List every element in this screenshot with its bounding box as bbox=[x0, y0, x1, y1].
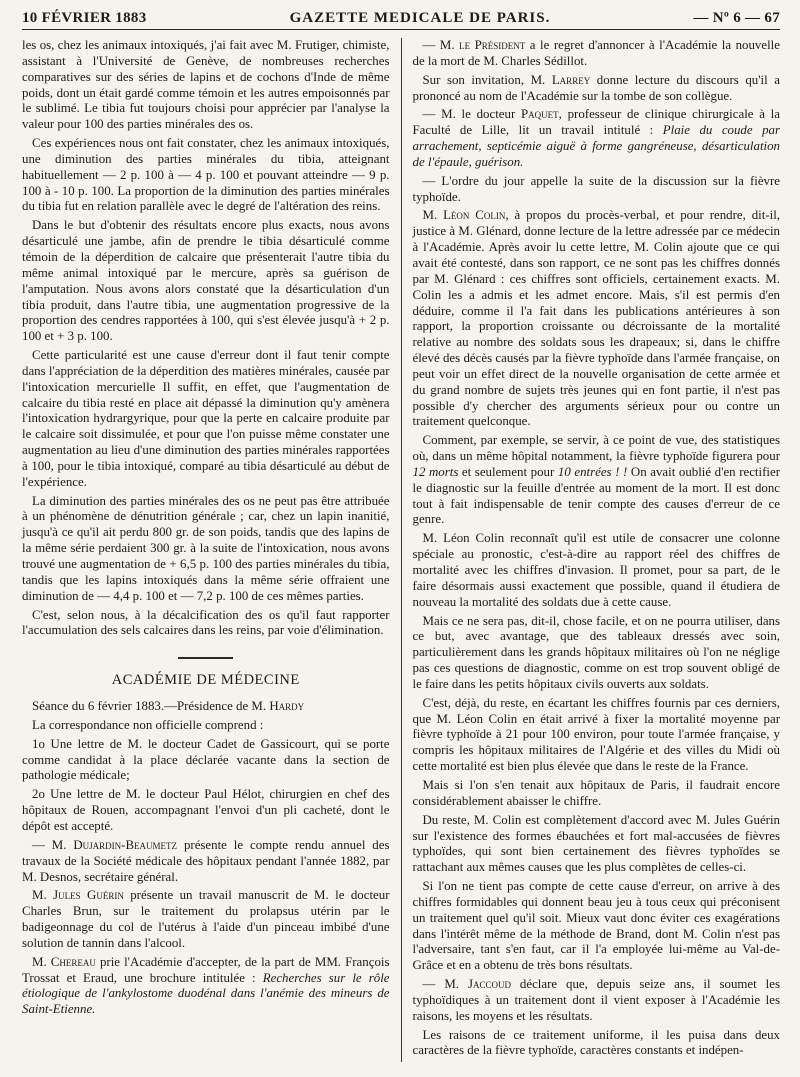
left-column bbox=[22, 38, 402, 1062]
speaker-name: le Président bbox=[459, 38, 526, 52]
session-line bbox=[22, 699, 390, 715]
paragraph-text: Sur son invitation, M. bbox=[422, 72, 552, 87]
paragraph-text: Comment, par exemple, se servir, à ce point de vue, des statistiques où, dans un même hôpital notamment, la fièvre typhoïde figurera pour bbox=[412, 433, 780, 464]
correspondence-item: 1o Une lettre de M. le docteur Cadet de Gassicourt, qui se porte comme candidat à la place déclarée vacante dans la section de pathologie médicale; bbox=[22, 736, 390, 783]
paragraph: — L'ordre du jour appelle la suite de la discussion sur la fièvre typhoïde. bbox=[412, 173, 780, 204]
paragraph-text: , à propos du procès-verbal, et pour rendre, dit-il, justice à M. Glénard, donne lecture de la lettre adressée par ce médecin à l'Académie. Après avoir lu cette lettre, M. Colin ajoute que ce qui avait été contesté, dans son rapport, ce ne sont pas les chiffres donnés par M. Glénard : ces chiffres sont officiels, certainement exacts. M. Colin les a admis et les admet encore. Mais, s'il est permis d'en déduire, comme il l'a fait dans les publications antérieures à son rapport, la proportion croissante ou décroissante de la mortalité relative au nombre des soldats sous les drapeaux; si, dans le chiffre élevé des décès causés par la fièvre typhoïde dans l'armée française, on peut voir un effet direct de la nouvelle organisation de cette armée et du grand nombre de sujets très jeunes qui en font partie, il n'est pas possible d'y chercher des arguments sérieux pour ou contre un traitement quelconque. bbox=[412, 208, 781, 429]
paragraph-text: déclare que, depuis seize ans, il soumet les typhoïdiques à un traitement dont il vient exposer à l'Académie les raisons, les moyens et les résultats. bbox=[412, 977, 780, 1023]
paragraph-text: prie l'Académie d'accepter, de la part de MM. François Trossat et Eraud, une brochure intitulée : bbox=[22, 954, 390, 985]
speaker-name: Larrey bbox=[551, 72, 591, 87]
paragraph: Cette particularité est une cause d'erreur dont il faut tenir compte dans l'appréciation de la déperdition des matières minérales, causée par l'intoxication mercurielle Il suffit, en effet, que l'augmentation de calcaire du tibia resté en place ait dépassé la diminution qu'y amènera l'intoxication hydrargyrique, pour que la perte en calcaire produite par le calcaire soit dissimulée, et pour que l'on puisse même constater une augmentation au lieu d'une diminution des parties minérales rapportées à 100, pour le tibia intoxiqué, comparé au tibia désarticulé au début de l'expérience. bbox=[22, 348, 390, 489]
paragraph: M. Chereau prie l'Académie d'accepter, de la part de MM. François Trossat et Eraud, une brochure intitulée : Recherches sur le rôle étiologique de l'ankylostome duodénal dans l'anémie des mineurs de Saint-Etienne. bbox=[22, 954, 390, 1017]
emphasis: 10 entrées ! ! bbox=[557, 464, 628, 479]
correspondence-item: 2o Une lettre de M. le docteur Paul Hélot, chirurgien en chef des hôpitaux de Rouen, accompagnant l'envoi d'un pli cacheté, dont le dépôt est accepté. bbox=[22, 787, 390, 833]
paragraph-text: — M. le docteur bbox=[422, 107, 521, 122]
paragraph-text: , professeur de clinique chirurgicale à la Faculté de Lille, lit un travail intitulé : bbox=[412, 107, 780, 138]
paragraph bbox=[413, 208, 781, 430]
speaker-name: Léon Colin bbox=[443, 208, 506, 223]
paragraph-text: donne lecture du discours qu'il a prononcé au nom de l'Académie sur la tombe de son collègue. bbox=[412, 72, 780, 103]
paragraph: — M. le Président a le regret d'annoncer à l'Académie la nouvelle de la mort de M. Charles Sédillot. bbox=[412, 38, 780, 68]
right-column bbox=[402, 38, 781, 1062]
page-header bbox=[22, 10, 780, 30]
paragraph bbox=[413, 433, 781, 528]
page-number: — Nº 6 — 67 bbox=[693, 10, 780, 26]
journal-title: GAZETTE MEDICALE DE PARIS. bbox=[289, 10, 551, 26]
article-columns bbox=[22, 38, 780, 1062]
speaker-name: Paquet bbox=[520, 107, 559, 122]
paragraph: Les raisons de ce traitement uniforme, il les puisa dans deux caractères de la fièvre typhoïde, caractères constants et indépen- bbox=[412, 1027, 780, 1058]
paragraph: Ces expériences nous ont fait constater, chez les animaux intoxiqués, une diminution des parties minérales du tibia, atteignant habituellement — 2 p. 100 à — 4 p. 100 et pouvant atteindre — 9 p. 100 à - 10 p. 100. La proportion de la diminution des parties minérales du tibia fut en relation parallèle avec le degré de l'altération des reins. bbox=[22, 136, 390, 214]
paragraph: Mais ce ne sera pas, dit-il, chose facile, et on ne pourra utiliser, dans ce but, avec avantage, que des tableaux dressés avec soin, particulièrement dans les grands hôpitaux militaires où l'on ne néglige pas ces questions de diagnostic, comme on est trop souvent obligé de le faire dans les petits hôpitaux civils ouverts aux soldats. bbox=[412, 613, 780, 691]
paragraph bbox=[413, 107, 781, 170]
paragraph: M. Léon Colin reconnaît qu'il est utile de consacrer une colonne spéciale au pronostic, c'est-à-dire au rapport réel des chiffres de mortalité avec les chiffres d'invasion. Il promet, pour sa part, de le faire désormais aussi exactement que possible, quand il étudiera de nouveau la mortalité des soldats due à cette cause. bbox=[412, 531, 780, 609]
session-text: Séance du 6 février 1883.—Présidence de M. bbox=[32, 699, 270, 714]
session-president: Hardy bbox=[269, 699, 305, 714]
paragraph: C'est, selon nous, à la décalcification des os qu'il faut rapporter l'accumulation des sels calcaires dans les reins, par voie d'élimination. bbox=[22, 607, 390, 638]
issue-date: 10 FÉVRIER 1883 bbox=[22, 10, 147, 26]
paragraph-text: et seulement pour bbox=[458, 464, 558, 479]
paragraph-text: présente le compte rendu annuel des travaux de la Société médicale des hôpitaux pendant l'année 1882, par M. Desnos, secrétaire général. bbox=[22, 837, 390, 884]
correspondence-intro: La correspondance non officielle comprend : bbox=[32, 717, 264, 732]
work-title: Plaie du coude par arrachement, septicémie aiguë à forme gangréneuse, désarticulation de l'épaule, guérison. bbox=[412, 123, 780, 169]
speaker-name: Jules Guérin bbox=[53, 888, 124, 903]
paragraph: les os, chez les animaux intoxiqués, j'ai fait avec M. Frutiger, chimiste, assistant à l'Université de Genève, de nombreuses recherches comparatives sur des séries de lapins et de cochons d'Inde de même poids, dont un était gardé comme témoin et les autres empoisonnés par le sublimé. Le tibia fut toujours choisi pour apprécier par l'analyse la valeur pour 100 des parties minérales des os. bbox=[22, 38, 390, 132]
paragraph: Mais si l'on s'en tenait aux hôpitaux de Paris, il faudrait encore considérablement abaisser le chiffre. bbox=[412, 777, 780, 808]
paragraph-text: On avait oublié d'en rectifier le diagnostic sur la feuille d'entrée au moment de la mort. Il est donc tout à fait indispensable de tenir compte des causes d'erreur de ce genre. bbox=[412, 464, 780, 527]
paragraph bbox=[413, 977, 781, 1025]
paragraph-text: M. bbox=[422, 208, 444, 223]
paragraph-text: a le regret d'annoncer à l'Académie la nouvelle de la mort de M. Charles Sédillot. bbox=[412, 38, 780, 68]
paragraph: C'est, déjà, du reste, en écartant les chiffres fournis par ces derniers, que M. Léon Colin en était arrivé à fixer la mortalité moyenne par fièvre typhoïde à 21 pour 100 environ, pour toute l'armée française, y compris les hôpitaux militaires de l'Algérie et des villes du Midi où cette mortalité est bien plus élevée que dans le reste de la France. bbox=[412, 695, 780, 774]
paragraph bbox=[413, 73, 781, 105]
paragraph: — M. Dujardin-Beaumetz présente le compte rendu annuel des travaux de la Société médicale des hôpitaux pendant l'année 1882, par M. Desnos, secrétaire général. bbox=[22, 837, 390, 884]
speaker-name: Jaccoud bbox=[467, 977, 511, 992]
section-divider bbox=[178, 657, 233, 659]
paragraph-text: — M. bbox=[422, 977, 468, 992]
paragraph: Du reste, M. Colin est complètement d'accord avec M. Jules Guérin sur l'existence des formes ébauchées et fort mal-accusées de fièvres typhoïdes, qui sont bien certainement des fièvres typhoïdes se rattachant aux mêmes causes que les plus complètes de celles-ci. bbox=[412, 812, 780, 875]
paragraph: Si l'on ne tient pas compte de cette cause d'erreur, on arrive à des chiffres formidables qui donnent beau jeu à tous ceux qui préconisent un traitement quel qu'il soit. Mieux vaut donc éviter ces exagérations dans l'intérêt même de la méthode de Brand, dont M. Colin n'est pas l'adversaire, tant s'en faut, car il l'a employée lui-même au Val-de-Grâce et en a obtenu de très bons résultats. bbox=[412, 879, 780, 973]
paragraph: La diminution des parties minérales des os ne peut pas être attribuée à un phénomène de dénutrition générale ; car, chez un lapin inanitié, jusqu'à ce qu'il ait perdu 800 gr. de son poids, tandis que des lapins de la même série perdaient 300 gr. à la suite de l'intoxication, nous avons trouvé une augmentation de + 6,5 p. 100 des parties minérales du tibia, tandis que les lapins intoxiqués dans la même série offraient une diminution de — 4,4 p. 100 et — 7,2 p. 100 de ces mêmes parties. bbox=[22, 493, 390, 603]
paragraph: Dans le but d'obtenir des résultats encore plus exacts, nous avons désarticulé une jambe, afin de prendre le tibia désarticulé comme témoin de la déperdition de calcaire que présenterait l'autre tibia du même animal intoxiqué par le mercure, après sa guérison de l'amputation. Nous avons alors constaté que la désarticulation d'un tibia produit, dans l'autre tibia, une augmentation progressive de la proportion des cendres rapportées à 100, qui s'est élevée jusqu'à + 2 p. 100 et + 3 p. 100. bbox=[22, 218, 390, 344]
publication-title: Recherches sur le rôle étiologique de l'ankylostome duodénal dans l'anémie des mineurs de Saint-Etienne. bbox=[22, 970, 390, 1017]
emphasis: 12 morts bbox=[412, 464, 459, 479]
paragraph-text: présente un travail manuscrit de M. le docteur Charles Brun, sur le traitement du prolapsus utérin par le badigeonnage du col de l'utérus à l'aide d'un pinceau imbibé d'une solution de tannin dans l'alcool. bbox=[22, 888, 390, 950]
paragraph: M. Jules Guérin présente un travail manuscrit de M. le docteur Charles Brun, sur le traitement du prolapsus utérin par le badigeonnage du col de l'utérus à l'aide d'un pinceau imbibé d'une solution de tannin dans l'alcool. bbox=[22, 888, 390, 950]
section-title: ACADÉMIE DE MÉDECINE bbox=[111, 672, 300, 689]
speaker-name: Chereau bbox=[50, 954, 96, 969]
speaker-name: Dujardin-Beaumetz bbox=[73, 837, 178, 852]
